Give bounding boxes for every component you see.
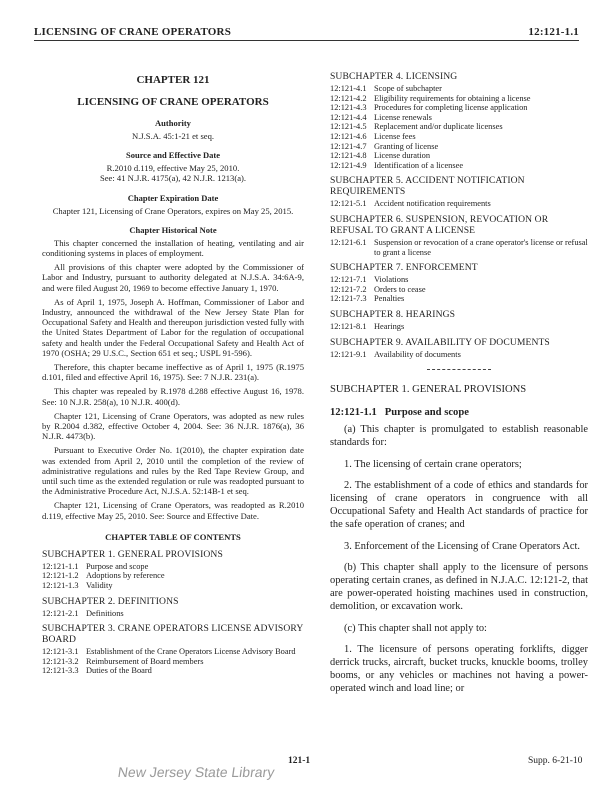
source-line-2: See: 41 N.J.R. 4175(a), 42 N.J.R. 1213(a). <box>99 173 247 184</box>
toc-entry-title: Scope of subchapter <box>374 84 442 93</box>
toc-subchapter-title: SUBCHAPTER 8. HEARINGS <box>330 308 456 320</box>
toc-entry <box>330 275 588 285</box>
library-watermark: New Jersey State Library <box>116 764 276 780</box>
toc-entry <box>330 151 588 161</box>
toc-entry-title: Orders to cease <box>374 284 426 294</box>
toc-entry <box>330 285 588 295</box>
toc-entry <box>330 322 588 332</box>
history-notes <box>42 238 304 521</box>
chapter-title: LICENSING OF CRANE OPERATORS <box>77 96 269 108</box>
toc-entry-number: 12:121-3.1 <box>42 647 79 657</box>
paragraph-a1: 1. The licensing of certain crane operators; <box>344 458 522 470</box>
authority-heading: Authority <box>155 118 191 128</box>
running-header <box>34 16 579 41</box>
toc-entry-number: 12:121-5.1 <box>330 199 367 209</box>
toc-subchapter-title: SUBCHAPTER 7. ENFORCEMENT <box>330 262 478 274</box>
toc-heading: CHAPTER TABLE OF CONTENTS <box>105 531 241 542</box>
toc-entry-title: Penalties <box>374 294 405 304</box>
right-column <box>330 66 588 705</box>
toc-entry-title: Reimbursement of Board members <box>86 656 204 666</box>
history-paragraph: Pursuant to Executive Order No. 1(2010), the chapter expiration date was extended from April 2, 2010 until the completion of the review of administrative regulations and rules by the Red Tape Review Group, and until such time as the extended regulation or rule was readopted pursuant to the Administrative Procedure Act, N.J.S.A. 52:14B-1 et seq. <box>42 445 304 497</box>
toc-entry-number: 12:121-1.3 <box>42 581 79 591</box>
toc-entry-number: 12:121-4.1 <box>330 84 367 93</box>
toc-entry-number: 12:121-4.8 <box>330 151 367 161</box>
toc-entry <box>42 562 304 572</box>
toc-entry-title: Definitions <box>86 608 124 618</box>
history-paragraph: As of April 1, 1975, Joseph A. Hoffman, Commissioner of Labor and Industry, announced the withdrawal of the New Jersey State Plan for Occupational Safety and Health and thereupon jurisdiction vested fully with the United States Department of Labor for the regulation of occupational safety and health under the Federal Occupational Safety and Health Act of 1970 (OSHA; 29 U.S.C., Section 651 et seq.; USPL 91-596). <box>42 296 304 358</box>
toc-entry-number: 12:121-4.5 <box>330 122 367 132</box>
toc-entry-title: Hearings <box>374 321 405 331</box>
toc-subchapter-title: SUBCHAPTER 1. GENERAL PROVISIONS <box>42 548 223 560</box>
expiration-text: Chapter 121, Licensing of Crane Operators, expires on May 25, 2015. <box>52 205 294 216</box>
toc-entry <box>330 161 588 171</box>
toc-entry <box>330 199 588 209</box>
toc-entry-number: 12:121-4.3 <box>330 103 367 113</box>
toc-subchapter <box>42 623 304 676</box>
toc-entry-number: 12:121-4.4 <box>330 112 367 122</box>
toc-entry <box>42 609 304 619</box>
paragraph-a2: 2. The establishment of a code of ethics and standards for licensing of crane operators in congruence with all Occupational Safety and Health Act standards of practice for the safe operation of cranes; and <box>330 480 588 530</box>
source-heading: Source and Effective Date <box>125 150 221 161</box>
history-paragraph: Therefore, this chapter became ineffective as of April 1, 1975 (R.1975 d.101, filed and effective April 16, 1975). See: 7 N.J.R. 231(a). <box>42 362 304 383</box>
toc-entry-number: 12:121-2.1 <box>42 608 79 618</box>
toc-right <box>330 71 588 359</box>
toc-entry-number: 12:121-7.1 <box>330 275 367 285</box>
toc-left <box>42 549 304 676</box>
toc-entry <box>330 350 588 360</box>
paragraph-c: (c) This chapter shall not apply to: <box>344 622 487 634</box>
section-title: Purpose and scope <box>384 407 469 419</box>
toc-entry-title: Granting of license <box>374 141 439 151</box>
toc-entry <box>42 581 304 591</box>
subchapter-heading: SUBCHAPTER 1. GENERAL PROVISIONS <box>330 384 527 396</box>
toc-entry <box>330 103 588 113</box>
toc-entry <box>42 647 304 657</box>
toc-subchapter-title: SUBCHAPTER 6. SUSPENSION, REVOCATION OR REFUSAL TO GRANT A LICENSE <box>330 213 549 236</box>
toc-entry-title: License fees <box>374 131 416 141</box>
history-paragraph: This chapter was repealed by R.1978 d.288 effective August 16, 1978. See: 10 N.J.R. 258(a), 10 N.J.R. 400(d). <box>42 386 304 407</box>
toc-entry-title: Validity <box>86 581 113 591</box>
toc-subchapter <box>42 549 304 591</box>
toc-subchapter <box>330 262 588 304</box>
toc-subchapter <box>42 596 304 619</box>
history-heading: Chapter Historical Note <box>129 224 217 235</box>
header-title: LICENSING OF CRANE OPERATORS <box>34 26 232 38</box>
left-column <box>42 66 304 676</box>
toc-entry-number: 12:121-6.1 <box>330 237 367 247</box>
toc-entry-title: License duration <box>374 151 431 161</box>
toc-entry-title: Purpose and scope <box>86 561 149 571</box>
chapter-number: CHAPTER 121 <box>136 74 210 86</box>
toc-subchapter <box>330 309 588 332</box>
toc-entry-title: Violations <box>374 275 409 285</box>
toc-subchapter-title: SUBCHAPTER 3. CRANE OPERATORS LICENSE ADVISORY BOARD <box>42 623 304 646</box>
toc-subchapter-title: SUBCHAPTER 4. LICENSING <box>330 71 458 82</box>
paragraph-a: (a) This chapter is promulgated to establish reasonable standards for: <box>330 424 588 448</box>
toc-entry <box>42 666 304 676</box>
toc-entry <box>330 122 588 132</box>
toc-entry <box>42 571 304 581</box>
history-paragraph: Chapter 121, Licensing of Crane Operators, was readopted as R.2010 d.119, effective May 25, 2010. See: Source and Effective Date. <box>42 500 304 521</box>
toc-subchapter-title: SUBCHAPTER 9. AVAILABILITY OF DOCUMENTS <box>330 336 550 348</box>
page-number: 121-1 <box>288 756 311 766</box>
toc-entry-number: 12:121-8.1 <box>330 321 367 331</box>
paragraph-b: (b) This chapter shall apply to the licensure of persons operating certain cranes, as defined in N.J.A.C. 12:121-2, that are power-operated hoisting machines used in construction, demolition, or excavation work. <box>330 562 588 612</box>
supplement-date: Supp. 6-21-10 <box>528 756 583 766</box>
toc-entry-title: Establishment of the Crane Operators License Advisory Board <box>86 647 296 657</box>
source-line-1: R.2010 d.119, effective May 25, 2010. <box>106 163 240 174</box>
toc-entry-title: Adoptions by reference <box>86 571 165 581</box>
toc-entry <box>330 84 588 94</box>
toc-entry-number: 12:121-1.2 <box>42 571 79 581</box>
toc-entry-title: License renewals <box>374 112 432 122</box>
authority-text: N.J.S.A. 45:1-21 et seq. <box>131 131 215 141</box>
toc-entry <box>330 113 588 123</box>
expiration-heading: Chapter Expiration Date <box>127 192 219 203</box>
toc-subchapter <box>330 71 588 170</box>
toc-subchapter-title: SUBCHAPTER 5. ACCIDENT NOTIFICATION REQUIREMENTS <box>330 175 525 198</box>
page-footer <box>0 754 613 784</box>
toc-entry-title: Accident notification requirements <box>374 199 491 209</box>
toc-entry-number: 12:121-7.2 <box>330 284 367 294</box>
toc-entry <box>330 294 588 304</box>
toc-entry-title: Duties of the Board <box>86 666 152 676</box>
toc-entry-title: Suspension or revocation of a crane operator's license or refusal to grant a license <box>374 237 588 257</box>
toc-entry-number: 12:121-7.3 <box>330 294 367 304</box>
toc-subchapter-title: SUBCHAPTER 2. DEFINITIONS <box>42 595 179 607</box>
toc-entry <box>42 657 304 667</box>
toc-entry-number: 12:121-4.7 <box>330 141 367 151</box>
toc-entry-title: Identification of a licensee <box>374 160 464 170</box>
section-divider <box>427 369 491 370</box>
paragraph-a3: 3. Enforcement of the Licensing of Crane Operators Act. <box>344 540 581 552</box>
section-number: 12:121-1.1 <box>330 407 377 419</box>
toc-entry <box>330 132 588 142</box>
header-section: 12:121-1.1 <box>528 26 579 38</box>
toc-subchapter <box>330 175 588 209</box>
history-paragraph: All provisions of this chapter were adopted by the Commissioner of Labor and Industry, pursuant to authority delegated at N.J.S.A. 34:6A-9, and were filed August 20, 1969 to become effective January 1, 1970. <box>42 262 304 293</box>
toc-entry-title: Procedures for completing license application <box>374 103 528 113</box>
paragraph-c1: 1. The licensure of persons operating forklifts, digger derrick trucks, aircraft, bucket trucks, knuckle booms, trolley booms, or any vehicles or machines not having a power-operated winch and load line; or <box>330 644 588 694</box>
toc-entry <box>330 238 588 257</box>
toc-entry <box>330 142 588 152</box>
history-paragraph: Chapter 121, Licensing of Crane Operators, was adopted as new rules by R.2004 d.382, effective October 4, 2004. See: 36 N.J.R. 1876(a), 36 N.J.R. 4473(b). <box>42 410 304 442</box>
toc-entry-number: 12:121-4.6 <box>330 131 367 141</box>
toc-entry-number: 12:121-3.2 <box>42 656 79 666</box>
toc-entry-number: 12:121-3.3 <box>42 666 79 676</box>
toc-entry <box>330 94 588 104</box>
toc-entry-title: Availability of documents <box>374 349 461 359</box>
toc-entry-number: 12:121-1.1 <box>42 561 79 571</box>
toc-entry-title: Replacement and/or duplicate licenses <box>374 122 503 132</box>
history-paragraph: This chapter concerned the installation of heating, ventilating and air conditioning systems in places of employment. <box>42 237 304 259</box>
toc-entry-title: Eligibility requirements for obtaining a license <box>374 93 531 103</box>
toc-subchapter <box>330 337 588 360</box>
section-heading <box>330 407 588 418</box>
toc-subchapter <box>330 214 588 257</box>
toc-entry-number: 12:121-4.9 <box>330 160 367 170</box>
toc-entry-number: 12:121-9.1 <box>330 349 367 359</box>
toc-entry-number: 12:121-4.2 <box>330 93 367 103</box>
